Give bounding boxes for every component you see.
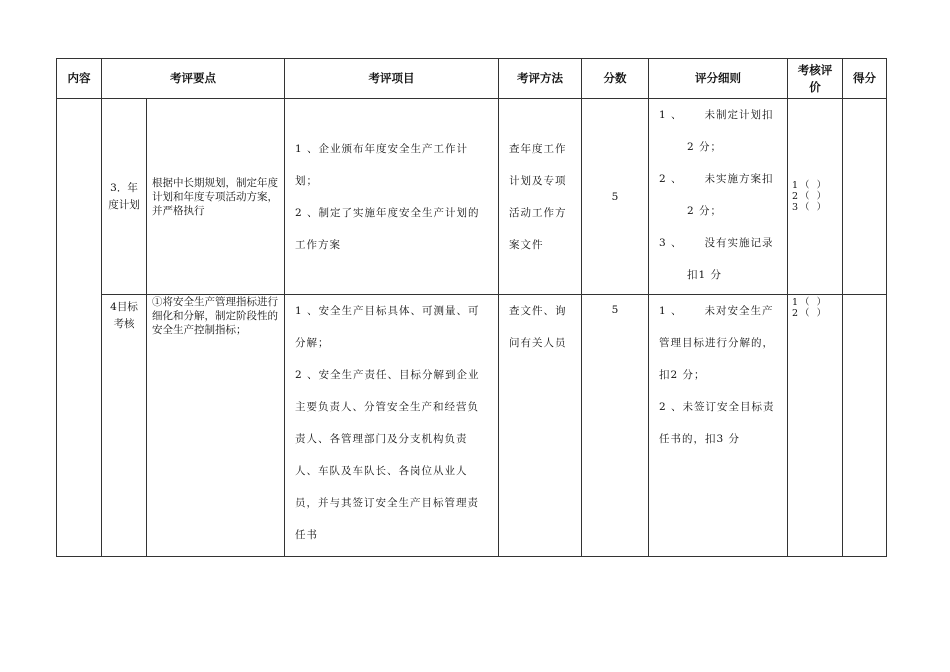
table-row xyxy=(57,295,887,557)
header-content: 内容 xyxy=(57,59,102,99)
project-cell xyxy=(285,99,499,295)
result-cell xyxy=(843,295,887,557)
header-row xyxy=(57,59,887,99)
project-cell xyxy=(285,295,499,557)
result-cell xyxy=(843,99,887,295)
content-cell xyxy=(57,99,102,557)
table-row xyxy=(57,99,887,295)
review-mark: 2（ ） xyxy=(792,191,829,202)
rule-line: 3 、 没有实施记录 xyxy=(659,237,774,249)
score-cell xyxy=(582,295,649,557)
evaluation-table xyxy=(56,58,887,557)
project-line: 1 、安全生产目标具体、可测量、可分解； xyxy=(295,305,480,349)
review-mark: 1（ ） xyxy=(792,180,829,191)
rule-cont: 扣1 分 xyxy=(687,269,723,281)
header-project: 考评项目 xyxy=(285,59,499,99)
item-cell xyxy=(102,295,147,557)
points-text: 根据中长期规划，制定年度计划和年度专项活动方案，并严格执行 xyxy=(152,176,278,217)
rule-line: 2 、未签订安全目标责任书的，扣3 分 xyxy=(659,401,775,445)
project-line: 2 、安全生产责任、目标分解到企业主要负责人、分管安全生产和经营负责人、各管理部门及分支机构负责人、车队及车队长、各岗位从业人员，并与其签订安全生产目标管理责任书 xyxy=(295,369,480,541)
item-name: 3．年度计划 xyxy=(108,181,140,211)
rule-line: 2 、 未实施方案扣 xyxy=(659,173,774,185)
rule-line: 1 、 未对安全生产管理目标进行分解的，扣2 分； xyxy=(659,305,774,381)
review-mark: 1（ ） xyxy=(792,297,829,308)
score-value: 5 xyxy=(611,190,619,203)
header-score: 分数 xyxy=(582,59,649,99)
review-mark: 3（ ） xyxy=(792,202,829,213)
method-text: 查年度工作计划及专项活动工作方案文件 xyxy=(509,142,567,251)
method-text: 查文件、询问有关人员 xyxy=(509,305,567,349)
score-cell xyxy=(582,99,649,295)
rule-cont: 2 分； xyxy=(687,205,723,217)
method-cell xyxy=(499,99,582,295)
project-line: 2 、制定了实施年度安全生产计划的工作方案 xyxy=(295,206,480,251)
points-cell xyxy=(147,99,285,295)
review-cell xyxy=(788,295,843,557)
score-value: 5 xyxy=(611,304,619,316)
points-cell xyxy=(147,295,285,557)
header-result: 得分 xyxy=(843,59,887,99)
points-text: ①将安全生产管理指标进行细化和分解，制定阶段性的安全生产控制指标； xyxy=(152,296,278,336)
method-cell xyxy=(499,295,582,557)
header-method: 考评方法 xyxy=(499,59,582,99)
rule-line: 1 、 未制定计划扣 xyxy=(659,109,774,121)
item-cell xyxy=(102,99,147,295)
header-rules: 评分细则 xyxy=(649,59,788,99)
review-mark: 2（ ） xyxy=(792,308,829,319)
rules-cell xyxy=(649,295,788,557)
rules-cell xyxy=(649,99,788,295)
project-line: 1 、企业颁布年度安全生产工作计划； xyxy=(295,142,469,187)
review-cell xyxy=(788,99,843,295)
header-review: 考核评价 xyxy=(788,59,843,99)
item-name: 4目标考核 xyxy=(110,301,138,330)
rule-cont: 2 分； xyxy=(687,141,723,153)
header-points: 考评要点 xyxy=(102,59,285,99)
